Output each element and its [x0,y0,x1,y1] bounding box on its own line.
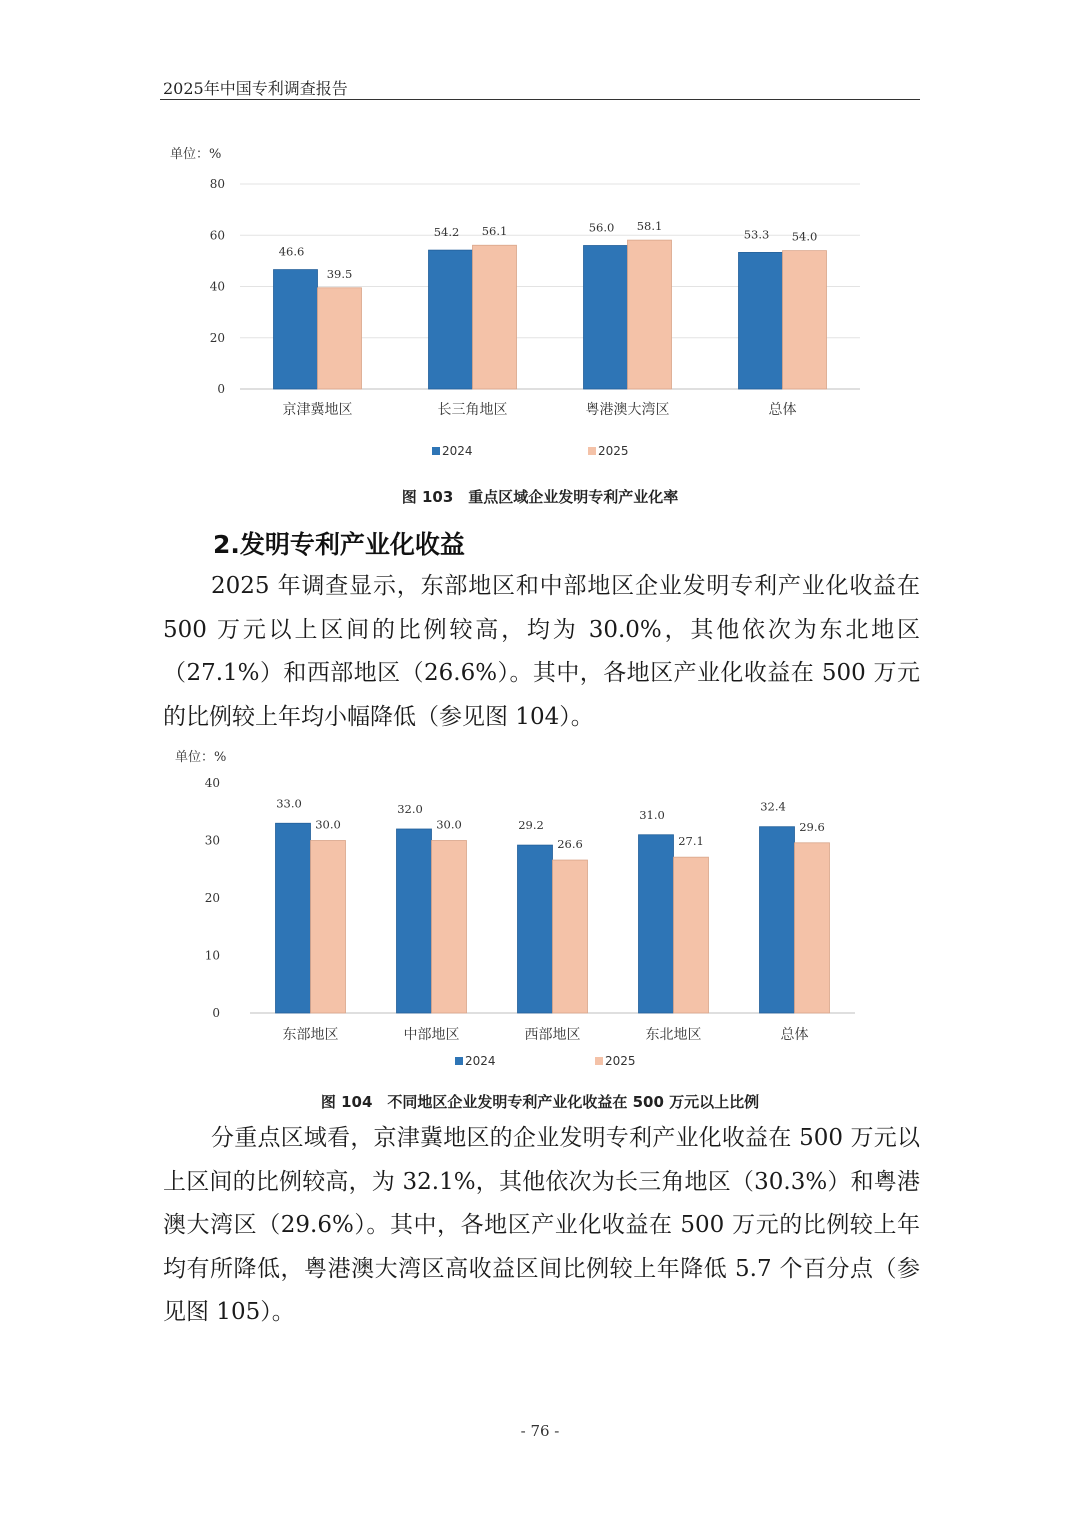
category-label: 总体 [768,402,797,418]
bar-2024-1 [274,270,318,389]
value-label: 32.0 [397,802,423,816]
value-label: 39.5 [326,266,353,281]
unit-label: 单位：% [170,147,222,162]
report-header-title: 2025年中国专利调查报告 [163,79,348,98]
figure-103-caption: 图 103 重点区域企业发明专利产业化率 [401,488,679,506]
value-label: 31.0 [639,807,665,822]
bar-2025-4 [674,857,709,1013]
y-tick-label: 0 [217,382,225,396]
value-label: 53.3 [743,227,770,242]
page-number: - 76 - [520,1422,560,1440]
value-label: 30.0 [315,817,341,832]
value-label: 29.6 [799,819,825,834]
value-label: 46.6 [278,244,305,259]
figure-104-svg [160,742,920,1082]
category-label: 总体 [780,1027,809,1043]
bar-2024-5 [760,827,795,1013]
bar-2024-3 [518,845,553,1013]
bar-2024-2 [397,829,432,1013]
bar-2025-2 [432,841,467,1014]
legend-label: 2024 [465,1054,496,1068]
bar-2025-1 [318,288,362,389]
y-tick-label: 0 [212,1006,220,1020]
legend-swatch-2024 [432,447,440,455]
category-label: 京津冀地区 [282,402,353,418]
figure-103-svg [160,140,920,470]
category-label: 中部地区 [403,1027,460,1043]
bar-2025-2 [473,245,517,389]
bar-2024-3 [584,246,628,390]
category-label: 西部地区 [524,1027,581,1043]
bar-2025-1 [311,841,346,1014]
legend-swatch-2024 [455,1057,463,1065]
figure-103-chart [160,140,920,470]
header-divider [160,99,920,100]
bar-2025-3 [628,240,672,389]
legend-swatch-2025 [595,1057,603,1065]
category-label: 东部地区 [282,1027,339,1043]
value-label: 26.6 [557,837,583,852]
legend-swatch-2025 [588,447,596,455]
legend-label: 2024 [442,444,473,458]
section-heading: 2.发明专利产业化收益 [213,530,465,559]
bar-2024-2 [429,250,473,389]
value-label: 29.2 [518,818,544,833]
paragraph-1: 2025 年调查显示，东部地区和中部地区企业发明专利产业化收益在 500 万元以上区间的比例较高，均为 30.0%，其他依次为东北地区（27.1%）和西部地区（26.6%）。其中，各地区产业化收益在 500 万元的比例较上年均小幅降低（参见图 104）。 [163,573,920,730]
bar-2025-4 [783,251,827,389]
bar-2025-3 [553,860,588,1013]
unit-label: 单位：% [175,750,227,765]
y-tick-label: 10 [204,948,220,963]
legend-label: 2025 [605,1054,636,1068]
category-label: 粤港澳大湾区 [585,402,670,418]
y-tick-label: 80 [209,177,225,191]
figure-104-chart [160,742,920,1082]
value-label: 54.2 [433,225,460,240]
bar-2024-1 [276,823,311,1013]
value-label: 27.1 [678,834,704,849]
category-label: 长三角地区 [437,402,508,418]
y-tick-label: 40 [209,279,225,294]
value-label: 56.0 [588,220,615,235]
value-label: 33.0 [276,796,302,811]
y-tick-label: 20 [204,891,220,905]
y-tick-label: 40 [204,776,220,790]
bar-2024-4 [639,835,674,1013]
value-label: 32.4 [760,799,786,814]
bar-2024-4 [739,252,783,389]
y-tick-label: 60 [209,228,225,243]
y-tick-label: 30 [204,833,220,848]
value-label: 58.1 [636,219,663,234]
bar-2025-5 [795,843,830,1013]
paragraph-2: 分重点区域看，京津冀地区的企业发明专利产业化收益在 500 万元以上区间的比例较高，为 32.1%，其他依次为长三角地区（30.3%）和粤港澳大湾区（29.6%）。其中，各地区产业化收益在 500 万元的比例较上年均有所降低，粤港澳大湾区高收益区间比例较上年降低 5.7 个百分点（参见图 105）。 [163,1125,920,1325]
value-label: 54.0 [791,229,818,244]
value-label: 56.1 [481,224,508,239]
category-label: 东北地区 [645,1027,702,1043]
figure-104-caption: 图 104 不同地区企业发明专利产业化收益在 500 万元以上比例 [320,1093,760,1111]
y-tick-label: 20 [209,330,225,345]
legend-label: 2025 [598,444,629,458]
value-label: 30.0 [436,817,462,832]
